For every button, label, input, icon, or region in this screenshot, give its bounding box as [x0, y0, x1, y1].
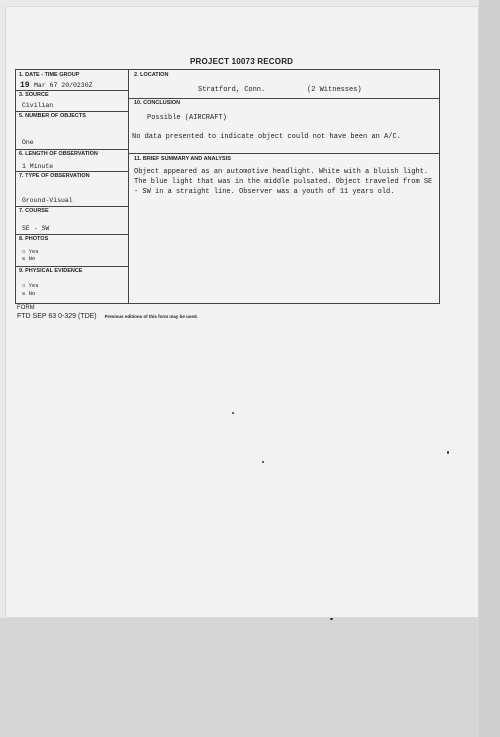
length-label: 6. LENGTH OF OBSERVATION [19, 151, 98, 157]
date-time-label: 1. DATE - TIME GROUP [19, 72, 80, 78]
objects-label: 5. NUMBER OF OBJECTS [19, 113, 86, 119]
length-cell [16, 149, 128, 172]
date-day: 19 [20, 81, 30, 90]
evidence-cell [16, 266, 128, 303]
form-note: Previous editions of this form may be used. [104, 314, 198, 319]
course-cell [16, 206, 128, 235]
witness-count: (2 Witnesses) [307, 86, 362, 94]
location-cell [129, 70, 439, 99]
evidence-no: ☒ No [22, 290, 36, 297]
summary-label: 11. BRIEF SUMMARY AND ANALYSIS [134, 156, 231, 162]
type-label: 7. TYPE OF OBSERVATION [19, 173, 90, 179]
scan-speck [262, 461, 264, 463]
date-time-value: Mar 67 20/0230Z [34, 82, 93, 89]
conclusion-label: 10. CONCLUSION [134, 100, 181, 106]
scan-speck [330, 618, 333, 620]
date-time-cell [16, 70, 128, 91]
length-value: 1 Minute [22, 163, 54, 170]
form-code: FTD SEP 63 0-329 (TDE) [17, 313, 97, 320]
scan-speck [447, 451, 449, 454]
objects-value: One [22, 139, 34, 146]
conclusion-note: No data presented to indicate object could not have been an A/C. [132, 133, 401, 141]
evidence-label: 9. PHYSICAL EVIDENCE [19, 268, 83, 274]
photos-label: 8. PHOTOS [19, 236, 49, 242]
page-title: PROJECT 10073 RECORD [190, 57, 294, 66]
evidence-yes: ☐ Yes [22, 282, 39, 289]
photos-no: ☒ No [22, 255, 36, 262]
type-value: Ground-Visual [22, 197, 73, 204]
left-column [16, 70, 129, 303]
photos-yes: ☐ Yes [22, 248, 39, 255]
scan-edge [479, 0, 500, 737]
scan-speck [232, 412, 234, 414]
photos-cell [16, 234, 128, 267]
footer-code-line [17, 313, 198, 320]
course-value: SE - SW [22, 225, 50, 232]
conclusion-value: Possible (AIRCRAFT) [147, 114, 227, 122]
record-form [15, 69, 440, 304]
course-label: 7. COURSE [19, 208, 49, 214]
type-cell [16, 171, 128, 207]
location-label: 2. LOCATION [134, 72, 169, 78]
summary-text: Object appeared as an automotive headlight. White with a bluish light. The blue light that was in the middle pulsated. Object traveled from SE - SW in a straight line. Observer was a youth of 11 years old. [134, 168, 433, 196]
source-value: Civilian [22, 102, 54, 109]
footer-form-label: FORM [17, 305, 35, 311]
scan-background [0, 618, 500, 737]
summary-cell [129, 153, 439, 303]
source-label: 3. SOURCE [19, 92, 49, 98]
conclusion-cell [129, 98, 439, 154]
source-cell [16, 90, 128, 112]
location-value: Stratford, Conn. [198, 86, 266, 94]
objects-cell [16, 111, 128, 150]
